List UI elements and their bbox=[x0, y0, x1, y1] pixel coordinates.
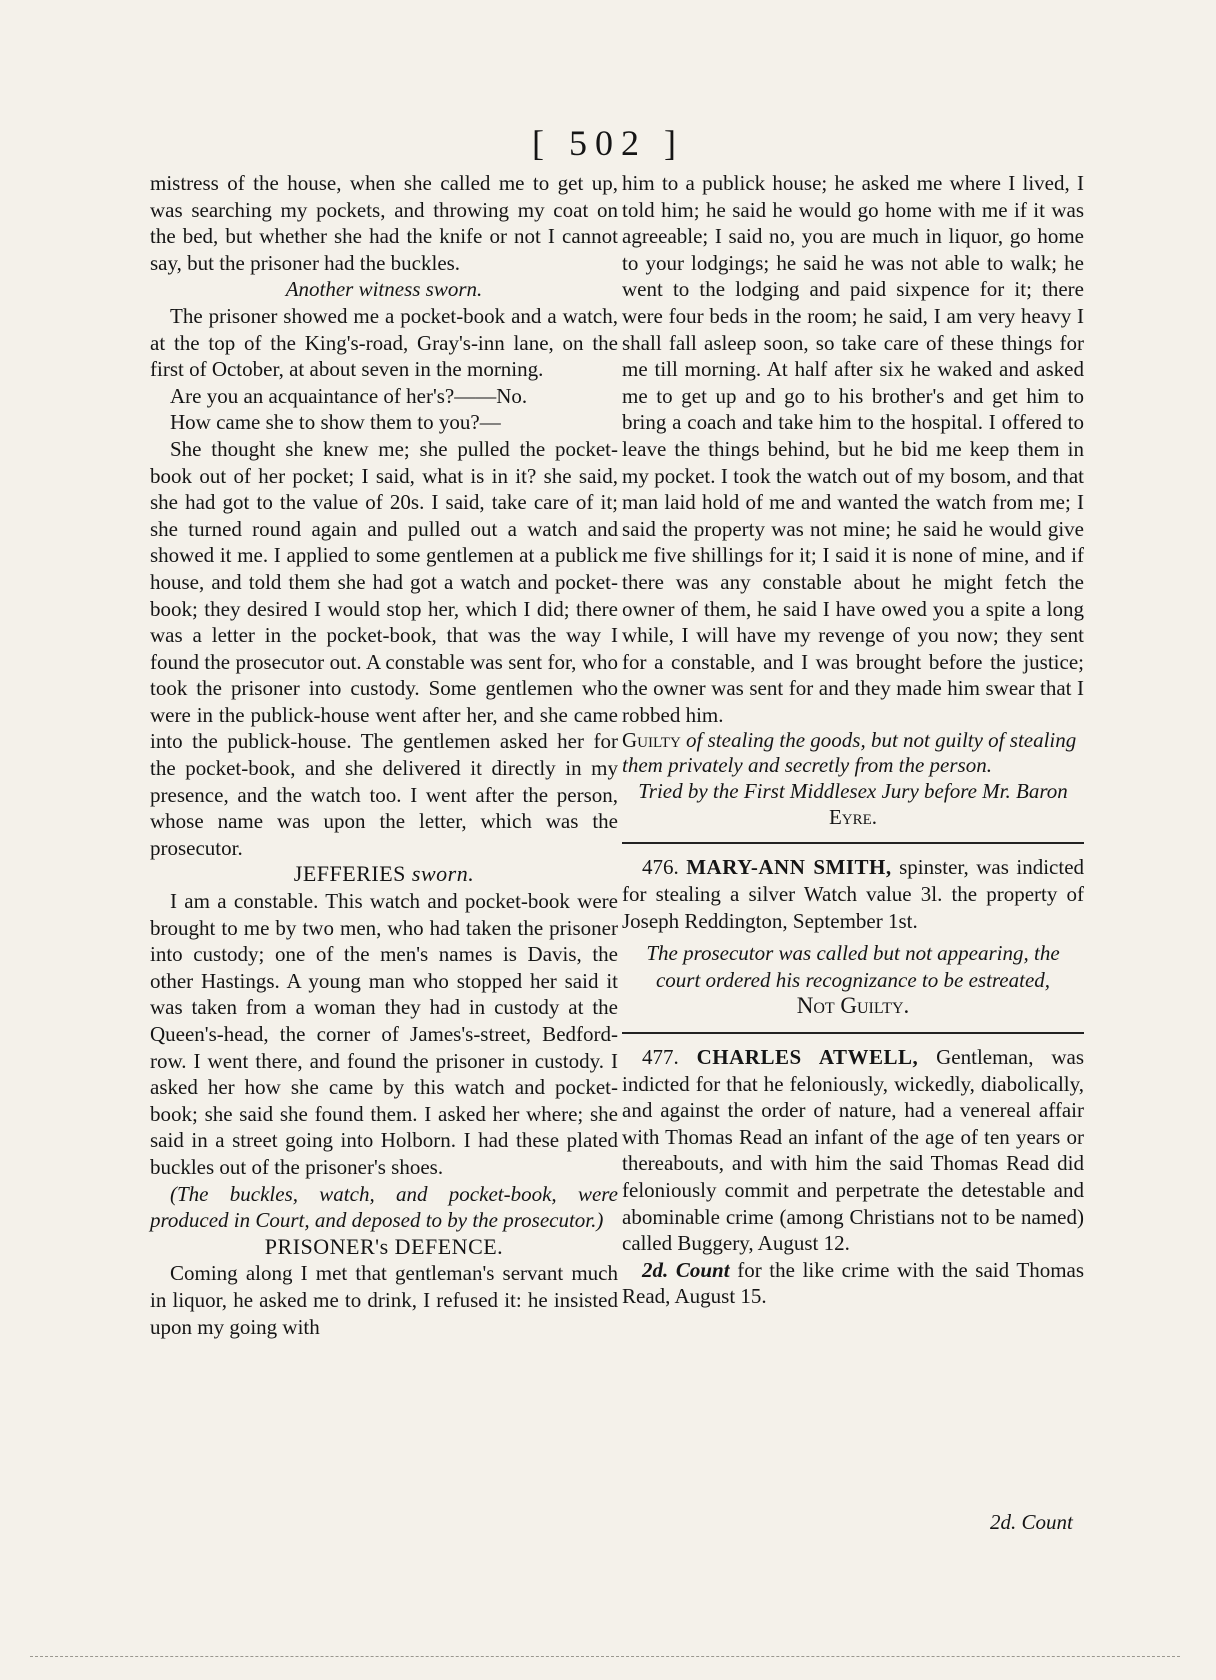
case-476 bbox=[622, 854, 1084, 934]
defence-heading: PRISONER's DEFENCE. bbox=[264, 1233, 504, 1259]
paragraph: The prisoner showed me a pocket-book and a watch, at the top of the King's-road, Gray's-inn lane, on the first of October, at about seven in the morning. bbox=[150, 303, 618, 382]
court-note: (The buckles, watch, and pocket-book, were produced in Court, and deposed to by the prosecutor.) bbox=[150, 1181, 618, 1233]
catchword: 2d. Count bbox=[990, 1510, 1073, 1534]
verdict bbox=[622, 728, 1084, 778]
paragraph: Coming along I met that gentleman's servant much in liquor, he asked me to drink, I refused it: he insisted upon my going with bbox=[150, 1261, 618, 1339]
second-count bbox=[622, 1257, 1084, 1310]
judge-name: Eyre. bbox=[828, 805, 878, 830]
indictment-text: Gentleman, was indicted for that he feloniously, wickedly, diabolically, and against the order of nature, had a venereal affair with Thomas Read an infant of the age of ten years or thereabouts, and with him the said Thomas Read did feloniously commit and perpetrate the detestable and abominable crime (among Christians not to be named) called Buggery, August 12. bbox=[622, 1045, 1085, 1256]
tried-prefix: Tried by the First Middlesex Jury before Mr. Baron bbox=[638, 779, 1068, 804]
left-column bbox=[150, 170, 618, 1340]
case-477 bbox=[622, 1044, 1084, 1257]
count-text: for the like crime with the said Thomas Read, August 15. bbox=[622, 1257, 1085, 1309]
paragraph: him to a publick house; he asked me where I lived, I told him; he said he would go home with me if it was agreeable; I said no, you are much in liquor, go home to your lodgings; he said he was not able to walk; he went to the lodging and paid sixpence for it; there were four beds in the room; he said, I am very heavy I shall fall asleep soon, so take care of these things for me till morning. At half after six he waked and asked me to get up and go to his brother's and get him to bring a coach and take him to the hospital. I offered to leave the things behind, but he bid me keep them in my pocket. I took the watch out of my bosom, and that man laid hold of me and wanted the watch from me; I said the property was not mine; he said he would give me five shillings for it; I said it is none of mine, and if there was any constable about he might fetch the owner of them, he said I have owed you a spite a long while, I will have my revenge of you now; they sent for a constable, and I was brought before the justice; the owner was sent for and they made him swear that I robbed him. bbox=[622, 171, 1084, 727]
witness-heading: Another witness sworn. bbox=[285, 277, 483, 302]
paragraph: I am a constable. This watch and pocket-book were brought to me by two men, who had taken the prisoner into custody; one of the men's names is Davis, the other Hastings. A young man who stopped her said it was taken from a woman they had in custody at the Queen's-head, the corner of James's-street, Bedford-row. I went there, and found the prisoner in custody. I asked her how she came by this watch and pocket-book; she said she found them. I asked her where; she said in a street going into Holborn. I had these plated buckles out of the prisoner's shoes. bbox=[150, 889, 618, 1179]
defendant-name: CHARLES ATWELL, bbox=[696, 1045, 919, 1070]
right-column bbox=[622, 170, 1084, 1310]
witness-heading bbox=[150, 861, 618, 888]
defendant-name: MARY-ANN SMITH, bbox=[686, 855, 892, 880]
section-divider bbox=[622, 1032, 1084, 1034]
page-number: [ 502 ] bbox=[532, 123, 684, 163]
case-number: 476. bbox=[642, 855, 679, 880]
case-note: The prosecutor was called but not appearing, the court ordered his recognizance to be estreated, bbox=[646, 941, 1060, 992]
paragraph: How came she to show them to you?— bbox=[170, 410, 501, 435]
witness-sworn: sworn. bbox=[411, 861, 475, 887]
paragraph: She thought she knew me; she pulled the pocket-book out of her pocket; I said, what is in it? she said, she had got to the value of 20s. I said, take care of it; she turned round again and pulled out a watch and showed it me. I applied to some gentlemen at a publick house, and told them she had got a watch and pocket-book; they desired I would stop her, which I did; there was a letter in the pocket-book, that was the way I found the prosecutor out. A constable was sent for, who took the prisoner into custody. Some gentlemen who were in the publick-house went after her, and she came into the publick-house. The gentlemen asked her for the pocket-book, and she delivered it directly in my presence, and the watch too. I went after the person, whose name was upon the letter, which was the prosecutor. bbox=[150, 436, 618, 860]
paragraph: Are you an acquaintance of her's?——No. bbox=[170, 383, 528, 408]
verdict-guilty: Guilty bbox=[622, 728, 681, 753]
case-number: 477. bbox=[642, 1045, 679, 1070]
page-edge-scan-line bbox=[30, 1656, 1180, 1657]
witness-name: JEFFERIES bbox=[293, 861, 406, 887]
verdict-text: of stealing the goods, but not guilty of stealing them privately and secretly from the person. bbox=[622, 728, 1077, 778]
indictment-text: spinster, was indicted for stealing a silver Watch value 3l. the property of Joseph Reddington, September 1st. bbox=[622, 855, 1085, 933]
paragraph: mistress of the house, when she called me to get up, was searching my pockets, and throwing my coat on the bed, but whether she had the knife or not I cannot say, but the prisoner had the buckles. bbox=[150, 171, 618, 275]
tried-by bbox=[622, 778, 1084, 830]
section-divider bbox=[622, 842, 1084, 844]
count-label: 2d. Count bbox=[642, 1257, 730, 1282]
case-verdict: Not Guilty. bbox=[796, 993, 910, 1019]
